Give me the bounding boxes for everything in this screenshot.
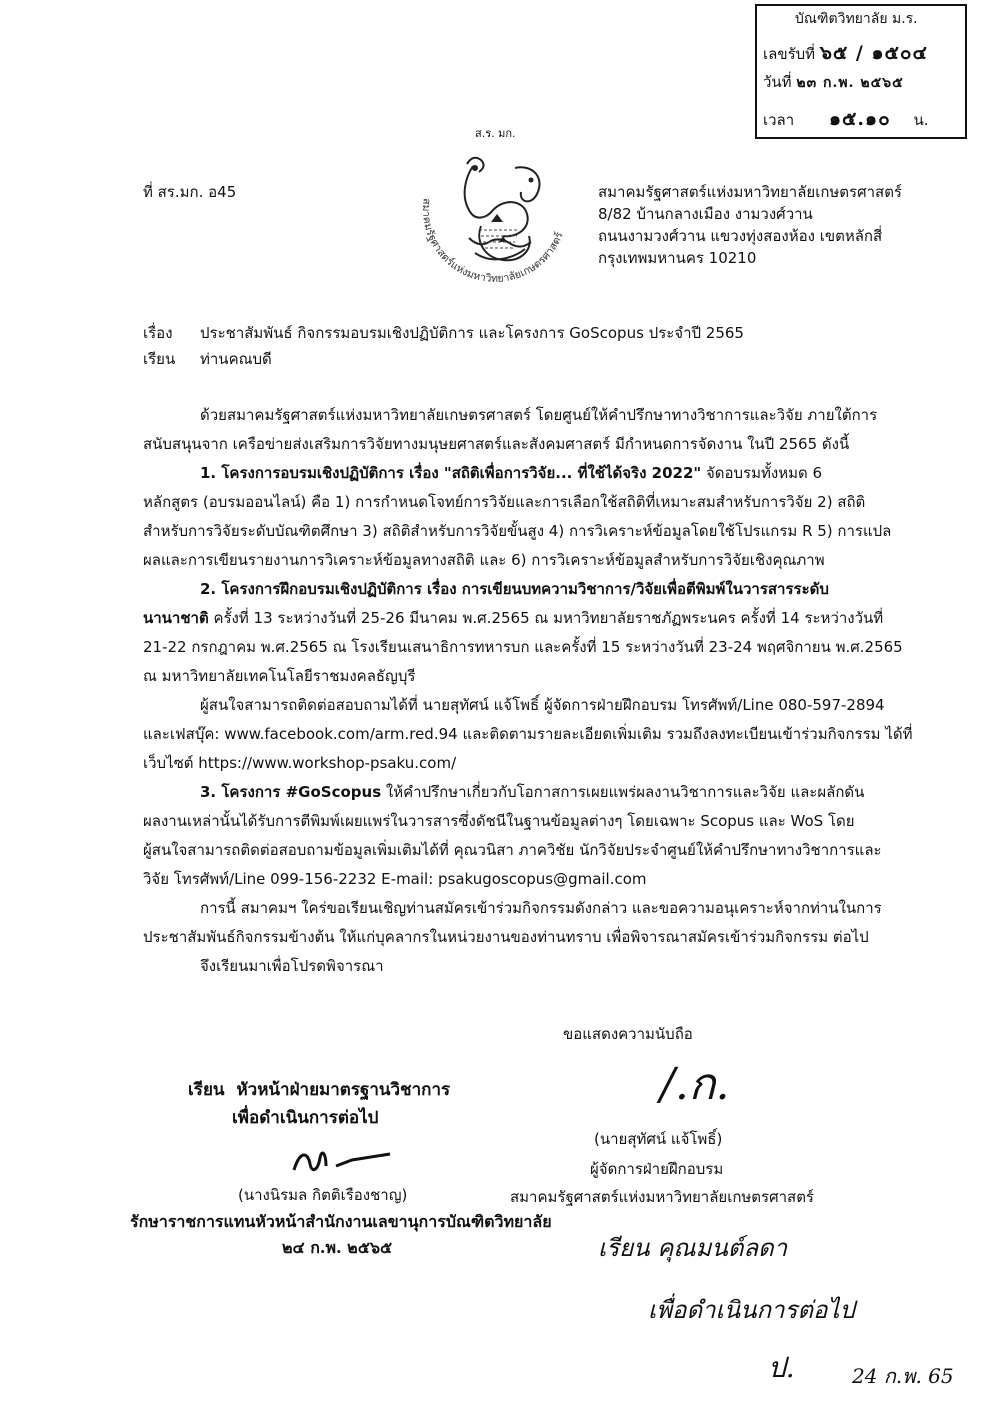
sender-line: กรุงเทพมหานคร 10210 bbox=[598, 249, 757, 267]
stamp-time-label: เวลา bbox=[763, 111, 795, 129]
memo-left-date: ๒๔ ก.พ. ๒๕๖๕ bbox=[282, 1238, 393, 1257]
item-3-title: 3. โครงการ #GoScopus bbox=[200, 783, 382, 801]
receiving-stamp bbox=[755, 4, 967, 139]
sender-line: ถนนงามวงศ์วาน แขวงทุ่งสองห้อง เขตหลักสี่ bbox=[598, 227, 883, 245]
stamp-time-value: ๑๕.๑๐ bbox=[828, 108, 891, 130]
stamp-time bbox=[763, 104, 928, 134]
closing-line: ประชาสัมพันธ์กิจกรรมข้างต้น ให้แก่บุคลากรในหน่วยงานของท่านทราบ เพื่อพิจารณาสมัครเข้าร่วมกิจกรรม ต่อไป bbox=[143, 928, 869, 946]
stamp-receive-no-value: ๖๕ / ๑๕๐๔ bbox=[819, 42, 928, 64]
closing-line: การนี้ สมาคมฯ ใคร่ขอเรียนเชิญท่านสมัครเข้าร่วมกิจกรรมดังกล่าว และขอความอนุเคราะห์จากท่านในการ bbox=[200, 899, 882, 917]
memo-left-label: เรียน bbox=[188, 1080, 225, 1100]
contact-line: ผู้สนใจสามารถติดต่อสอบถามได้ที่ นายสุทัศน์ แจ้โพธิ์ ผู้จัดการฝ่ายฝึกอบรม โทรศัพท์/Line 080-597-2894 bbox=[200, 696, 885, 714]
memo-right-line2: เพื่อดำเนินการต่อไป bbox=[648, 1296, 855, 1324]
stamp-date-label: วันที่ bbox=[763, 73, 792, 91]
signature-scribble: /.ก. bbox=[660, 1059, 730, 1110]
document-number: ที่ สร.มก. อ45 bbox=[143, 183, 237, 201]
item-2-heading bbox=[200, 578, 829, 600]
item-2-line: 21-22 กรกฎาคม พ.ศ.2565 ณ โรงเรียนเสนาธิการทหารบก และครั้งที่ 15 ระหว่างวันที่ 23-24 พฤศจิกายน พ.ศ.2565 bbox=[143, 638, 903, 656]
signer-organization: สมาคมรัฐศาสตร์แห่งมหาวิทยาลัยเกษตรศาสตร์ bbox=[510, 1188, 814, 1206]
sender-line: 8/82 บ้านกลางเมือง งามวงศ์วาน bbox=[598, 205, 813, 223]
stamp-date bbox=[763, 70, 904, 94]
sender-address bbox=[598, 181, 902, 269]
memo-right-initial: ป. bbox=[768, 1351, 795, 1384]
contact-line: เว็บไซต์ https://www.workshop-psaku.com/ bbox=[143, 754, 457, 772]
item-3-line: ผลงานเหล่านั้นได้รับการตีพิมพ์เผยแพร่ในวารสารซึ่งดัชนีในฐานข้อมูลต่างๆ โดยเฉพาะ Scopus และ WoS โดย bbox=[143, 812, 855, 830]
intro-line: ด้วยสมาคมรัฐศาสตร์แห่งมหาวิทยาลัยเกษตรศาสตร์ โดยศูนย์ให้คำปรึกษาทางวิชาการและวิจัย ภายใต้การ bbox=[200, 406, 878, 424]
emblem-ring-text: สมาคมรัฐศาสตร์แห่งมหาวิทยาลัยเกษตรศาสตร์ bbox=[419, 197, 566, 285]
signer-position: ผู้จัดการฝ่ายฝึกอบรม bbox=[590, 1160, 724, 1178]
memo-left-signature bbox=[290, 1140, 400, 1180]
item-3-line: วิจัย โทรศัพท์/Line 099-156-2232 E-mail: psakugoscopus@gmail.com bbox=[143, 870, 647, 888]
memo-left-text: หัวหน้าฝ่ายมาตรฐานวิชาการ bbox=[236, 1080, 451, 1100]
sender-line: สมาคมรัฐศาสตร์แห่งมหาวิทยาลัยเกษตรศาสตร์ bbox=[598, 183, 902, 201]
stamp-receive-no-label: เลขรับที่ bbox=[763, 45, 816, 63]
item-1-line: สำหรับการวิจัยระดับบัณฑิตศึกษา 3) สถิติสำหรับการวิจัยขั้นสูง 4) การวิเคราะห์ข้อมูลโดยใช้โปรแกรม R 5) การแปล bbox=[143, 522, 892, 540]
item-2-line bbox=[143, 607, 883, 629]
recipient-text: ท่านคณบดี bbox=[200, 350, 272, 368]
closing-line: จึงเรียนมาเพื่อโปรดพิจารณา bbox=[200, 957, 384, 975]
item-3-line: ผู้สนใจสามารถติดต่อสอบถามข้อมูลเพิ่มเติมได้ที่ คุณวนิสา ภาควิชัย นักวิจัยประจำศูนย์ให้คำปรึกษาทางวิชาการและ bbox=[143, 841, 882, 859]
subject-label: เรื่อง bbox=[143, 324, 173, 342]
memo-left-line1 bbox=[188, 1076, 450, 1103]
signer-name: (นายสุทัศน์ แจ้โพธิ์) bbox=[594, 1130, 723, 1148]
intro-line: สนับสนุนจาก เครือข่ายส่งเสริมการวิจัยทางมนุษยศาสตร์และสังคมศาสตร์ มีกำหนดการจัดงาน ในปี 2565 ดังนี้ bbox=[143, 435, 850, 453]
contact-line: และเฟสบุ๊ค: www.facebook.com/arm.red.94 และติดตามรายละเอียดเพิ่มเติม รวมถึงลงทะเบียนเข้าร่วมกิจกรรม ได้ที่ bbox=[143, 725, 913, 743]
memo-left-position: รักษาราชการแทนหัวหน้าสำนักงานเลขานุการบัณฑิตวิทยาลัย bbox=[130, 1212, 552, 1231]
item-3-heading bbox=[200, 781, 864, 803]
stamp-time-suffix: น. bbox=[913, 111, 929, 129]
item-2-rest: ครั้งที่ 13 ระหว่างวันที่ 25-26 มีนาคม พ.ศ.2565 ณ มหาวิทยาลัยราชภัฏพระนคร ครั้งที่ 14 ระหว่างวันที่ bbox=[208, 609, 884, 627]
recipient-label: เรียน bbox=[143, 350, 176, 368]
stamp-receive-no bbox=[763, 38, 928, 68]
emblem-top-text: ส.ร. มก. bbox=[475, 127, 516, 140]
stamp-date-value: ๒๓ ก.พ. ๒๕๖๕ bbox=[796, 75, 904, 91]
item-2-title: 2. โครงการฝึกอบรมเชิงปฏิบัติการ เรื่อง การเขียนบทความวิชาการ/วิจัยเพื่อตีพิมพ์ในวารสารระดับ bbox=[200, 580, 829, 598]
memo-left-name: (นางนิรมล กิตติเรืองชาญ) bbox=[238, 1186, 408, 1204]
memo-right-date: 24 ก.พ. 65 bbox=[852, 1364, 954, 1388]
subject-text: ประชาสัมพันธ์ กิจกรรมอบรมเชิงปฏิบัติการ และโครงการ GoScopus ประจำปี 2565 bbox=[200, 324, 744, 342]
memo-right-line1: เรียน คุณมนต์ลดา bbox=[598, 1234, 788, 1262]
regards-text: ขอแสดงความนับถือ bbox=[563, 1025, 693, 1043]
memo-left-line2: เพื่อดำเนินการต่อไป bbox=[232, 1108, 379, 1128]
item-1-title: 1. โครงการอบรมเชิงปฏิบัติการ เรื่อง "สถิติเพื่อการวิจัย... ที่ใช้ได้จริง 2022" bbox=[200, 464, 702, 482]
item-2-title-cont: นานาชาติ bbox=[143, 609, 209, 627]
item-2-line: ณ มหาวิทยาลัยเทคโนโลยีราชมงคลธัญบุรี bbox=[143, 667, 416, 685]
item-1-line: หลักสูตร (อบรมออนไลน์) คือ 1) การกำหนดโจทย์การวิจัยและการเลือกใช้สถิติที่เหมาะสมสำหรับการวิจัย 2) สถิติ bbox=[143, 493, 866, 511]
association-emblem bbox=[395, 118, 595, 318]
item-1-line: ผลและการเขียนรายงานการวิเคราะห์ข้อมูลทางสถิติ และ 6) การวิเคราะห์ข้อมูลสำหรับการวิจัยเชิงคุณภาพ bbox=[143, 551, 825, 569]
item-3-rest: ให้คำปรึกษาเกี่ยวกับโอกาสการเผยแพร่ผลงานวิชาการและวิจัย และผลักดัน bbox=[381, 783, 865, 801]
stamp-office: บัณฑิตวิทยาลัย ม.ร. bbox=[795, 11, 918, 27]
item-1-heading bbox=[200, 462, 822, 484]
emblem-seal-icon bbox=[395, 118, 595, 318]
item-1-rest: จัดอบรมทั้งหมด 6 bbox=[701, 464, 823, 482]
